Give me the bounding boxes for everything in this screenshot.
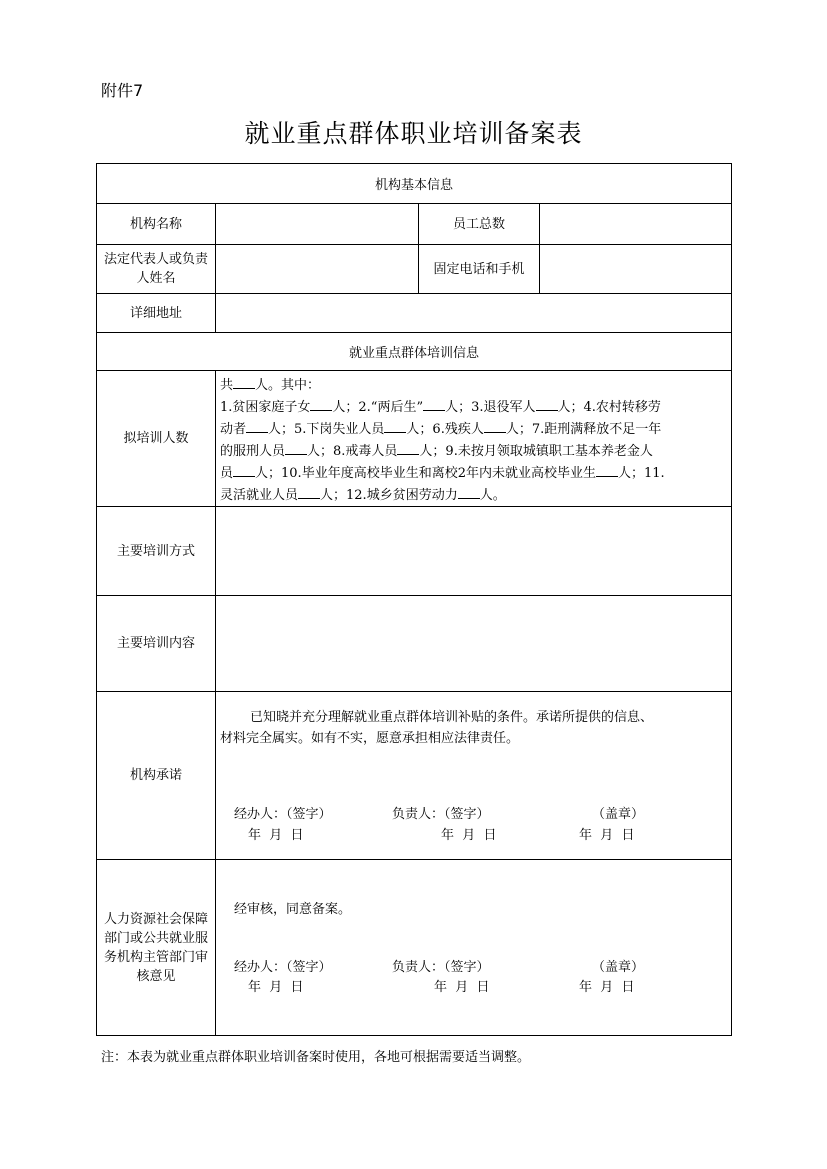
page-title: 就业重点群体职业培训备案表 [244,119,583,148]
address-label: 详细地址 [97,294,216,333]
attachment-label: 附件7 [101,81,144,100]
commitment-date-leader: 年 月 日 [441,828,497,843]
content-label: 主要培训内容 [97,596,216,692]
commitment-handler-sign[interactable]: 经办人：（签字） [234,807,332,822]
method-field[interactable] [216,507,732,596]
footnote: 注：本表为就业重点群体职业培训备案时使用，各地可根据需要适当调整。 [101,1050,531,1065]
review-seal[interactable]: （盖章） [592,960,645,975]
legal-rep-label: 法定代表人或负责人姓名 [97,245,216,294]
content-field[interactable] [216,596,732,692]
staff-total-label: 员工总数 [419,204,540,245]
planned-count-label: 拟培训人数 [97,371,216,507]
legal-rep-field[interactable] [216,245,419,294]
phone-field[interactable] [540,245,732,294]
commitment-field [216,692,732,860]
staff-total-field[interactable] [540,204,732,245]
commitment-date-handler: 年 月 日 [248,828,304,843]
review-label: 人力资源社会保障部门或公共就业服务机构主管部门审核意见 [97,860,216,1036]
section-basic-info: 机构基本信息 [97,164,732,204]
review-date-handler: 年 月 日 [248,980,304,995]
method-label: 主要培训方式 [97,507,216,596]
section-training-info: 就业重点群体培训信息 [97,333,732,371]
review-field [216,860,732,1036]
commitment-label: 机构承诺 [97,692,216,860]
review-leader-sign[interactable]: 负责人：（签字） [392,960,490,975]
commitment-text-line1: 已知晓并充分理解就业重点群体培训补贴的条件。承诺所提供的信息、 [250,710,654,725]
commitment-seal[interactable]: （盖章） [592,807,645,822]
review-date-seal: 年 月 日 [579,980,635,995]
address-field[interactable] [216,294,732,333]
commitment-date-seal: 年 月 日 [579,828,635,843]
filing-form [96,163,732,1036]
org-name-field[interactable] [216,204,419,245]
phone-label: 固定电话和手机 [419,245,540,294]
commitment-text-line2: 材料完全属实。如有不实，愿意承担相应法律责任。 [220,731,520,746]
commitment-leader-sign[interactable]: 负责人：（签字） [392,807,490,822]
org-name-label: 机构名称 [97,204,216,245]
review-text: 经审核，同意备案。 [234,902,352,917]
planned-count-field[interactable]: 共 人。其中： 1.贫困家庭子女 人；2.“两后生” 人；3.退役军人 人；4.农村转移劳 动者 人；5.下岗失业人员 人；6.残疾人 人；7.距刑满释放不足一年 的服刑人员 人；8.戒毒人员 人；9.未按月领取城镇职工基本养老金人 员 人；10.毕业年度高校毕业生和离校2年内未就业高校毕业生 人；11. 灵活就业人员 人；12.城乡贫困劳动力 人。 [216,371,732,507]
review-handler-sign[interactable]: 经办人：（签字） [234,960,332,975]
review-date-leader: 年 月 日 [434,980,490,995]
